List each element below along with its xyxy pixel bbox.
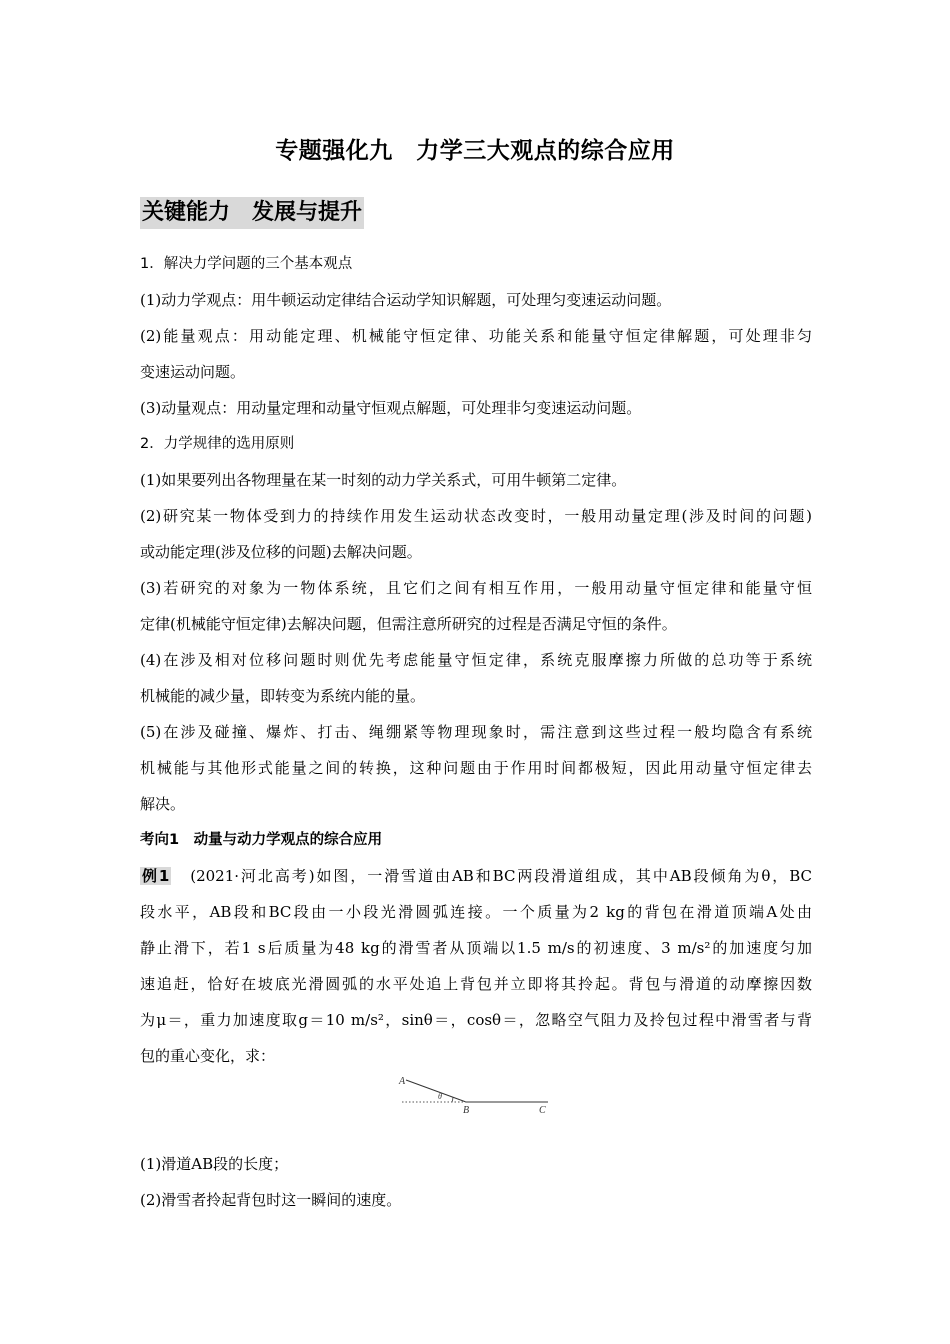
angle-arc <box>452 1097 453 1102</box>
label-b: B <box>463 1105 470 1116</box>
example-line: 段水平，AB段和BC段由一小段光滑圆弧连接。一个质量为2 kg的背包在滑道顶端A处由 <box>140 903 812 921</box>
text-line: (3)若研究的对象为一物体系统，且它们之间有相互作用，一般用动量守恒定律和能量守恒 <box>140 579 812 597</box>
example-line: 包的重心变化，求： <box>140 1047 276 1065</box>
subsection-heading: 考向1 动量与动力学观点的综合应用 <box>140 832 383 848</box>
text-line: (5)在涉及碰撞、爆炸、打击、绳绷紧等物理现象时，需注意到这些过程一般均隐含有系统 <box>140 723 812 741</box>
example-tag: 例1 <box>142 867 170 885</box>
text-line: 机械能的减少量，即转变为系统内能的量。 <box>140 687 426 705</box>
text-line: (4)在涉及相对位移问题时则优先考虑能量守恒定律，系统克服摩擦力所做的总功等于系统 <box>140 651 812 669</box>
main-content <box>140 246 812 1074</box>
text-line: (3)动量观点：用动量定理和动量守恒观点解题，可处理非匀变速运动问题。 <box>140 399 642 417</box>
section-banner: 关键能力 发展与提升 <box>140 197 364 229</box>
text-line: 或动能定理(涉及位移的问题)去解决问题。 <box>140 543 422 561</box>
text-line: (2)研究某一物体受到力的持续作用发生运动状态改变时，一般用动量定理(涉及时间的问题) <box>140 507 812 525</box>
text-line: 解决。 <box>140 795 186 813</box>
text-line: (2)能量观点：用动能定理、机械能守恒定律、功能关系和能量守恒定律解题，可处理非匀 <box>140 327 812 345</box>
text-line: (1)如果要列出各物理量在某一时刻的动力学关系式，可用牛顿第二定律。 <box>140 471 627 489</box>
label-theta: θ <box>438 1092 442 1101</box>
example-line: 静止滑下，若1 s后质量为48 kg的滑雪者从顶端以1.5 m/s的初速度、3 m/s²的加速度匀加 <box>140 939 812 957</box>
text-line: 1．解决力学问题的三个基本观点 <box>140 256 353 272</box>
question-item: (1)滑道AB段的长度； <box>140 1155 289 1173</box>
label-c: C <box>539 1105 546 1116</box>
text-line: (1)动力学观点：用牛顿运动定律结合运动学知识解题，可处理匀变速运动问题。 <box>140 291 672 309</box>
example-text: (2021·河北高考)如图，一滑雪道由AB和BC两段滑道组成，其中AB段倾角为θ，BC <box>171 867 812 885</box>
slope-ab-line <box>406 1080 466 1102</box>
document-title: 专题强化九 力学三大观点的综合应用 <box>275 138 675 164</box>
example-line <box>140 858 812 894</box>
text-line: 2．力学规律的选用原则 <box>140 436 295 452</box>
question-list <box>140 1146 812 1218</box>
example-line: 为μ＝，重力加速度取g＝10 m/s²，sinθ＝，cosθ＝，忽略空气阻力及拎包过程中滑雪者与背 <box>140 1011 812 1029</box>
text-line: 定律(机械能守恒定律)去解决问题，但需注意所研究的过程是否满足守恒的条件。 <box>140 615 677 633</box>
text-line: 机械能与其他形式能量之间的转换，这种问题由于作用时间都极短，因此用动量守恒定律去 <box>140 759 812 777</box>
ski-slope-figure <box>396 1072 556 1118</box>
example-line: 速追赶，恰好在坡底光滑圆弧的水平处追上背包并立即将其拎起。背包与滑道的动摩擦因数 <box>140 975 812 993</box>
question-item: (2)滑雪者拎起背包时这一瞬间的速度。 <box>140 1191 402 1209</box>
label-a: A <box>399 1076 406 1087</box>
text-line: 变速运动问题。 <box>140 363 246 381</box>
